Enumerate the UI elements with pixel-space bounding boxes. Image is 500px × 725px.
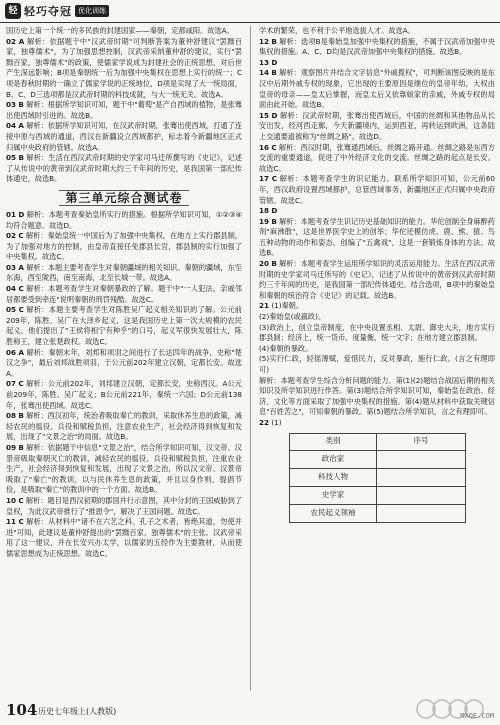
answer-letter: A	[18, 262, 24, 272]
left-answers-part1	[6, 26, 242, 185]
answer-text: 解析：本题主要考查学生对秦朝疆域的相关知识。秦朝的疆域，东至东海，西至陇西，南至南海，北至长城一带。故选A。	[6, 262, 242, 283]
page-header	[0, 0, 500, 22]
header-rule	[0, 22, 500, 23]
question-number: 04	[6, 284, 17, 294]
answer-text: 解析：观察图片并结合文字信息"外戚揽权"，可判断该图反映的是东汉中后期外戚专权的现象，它出现的主要原因是继位的皇帝年幼，大权由皇帝的母亲——皇太后掌握，而皇太后又依靠娘家的亲戚，外戚专权的局面由此开始。故选B。	[259, 68, 495, 110]
answer-letter: D	[271, 57, 278, 67]
table-cell-category: 史学家	[290, 486, 377, 504]
brand-badge-icon: 轻	[5, 3, 21, 19]
answer-letter: B	[18, 100, 24, 110]
answer-letter: B	[271, 216, 277, 226]
question-number: 13	[259, 57, 270, 67]
answer-text: 解析：依据所学知识可知，在汉武帝时期，张骞出使西域，打通了连接中原与西域的通道，西汉在新疆设立西域都护，标志着今新疆地区正式归属中央政府的管辖。故选A。	[6, 121, 242, 152]
question-number: 22	[259, 417, 270, 427]
answer-letter: C	[271, 174, 278, 184]
question-number: 15	[259, 110, 270, 120]
question-number: 01	[6, 209, 17, 219]
question-number: 20	[259, 259, 270, 269]
answer-letter: C	[18, 284, 24, 294]
table-header-number: 序号	[377, 433, 466, 450]
answer-text: 解析：本题考查学生综合分析问题的能力。第(1)(2)题结合战国后期的相关知识及所学知识进行作答。第(3)题结合所学知识可知，秦始皇在政治、经济、文化等方面采取了加强中央集权的措施。第(4)题从材料中获取关键信息"百姓苦之"，可知秦朝的暴政。第(5)题结合所学知识，言之有理即可。	[259, 375, 495, 417]
answer-letter: B	[18, 153, 24, 163]
right-answers	[259, 26, 495, 429]
answer-item	[259, 312, 495, 323]
left-column	[6, 26, 242, 560]
table-cell-number	[377, 468, 466, 486]
answer-text: 解析：从材料中"诸不在六艺之科、孔子之术者，皆绝其道，勿使并进"可知，此建议是董仲舒提出的"罢黜百家，独尊儒术"的主张。汉武帝采用了这一建议，并在长安兴办太学，以儒家的五经作为主要教材，从而使儒家思想成为正统思想。故选C。	[6, 517, 242, 558]
question-number: 05	[6, 153, 17, 163]
answer-item	[259, 206, 495, 217]
answer-letter: A	[18, 36, 25, 46]
question-number: 02	[6, 231, 17, 241]
answer-text: (5)实行仁政，轻徭薄赋，爱惜民力，反对暴政，施行仁政。(言之有理即可)	[259, 354, 495, 374]
table-row	[290, 450, 466, 468]
answer-letter: C	[271, 142, 277, 152]
answer-item	[259, 68, 495, 110]
answer-item	[259, 26, 495, 37]
answer-letter: B	[18, 442, 24, 452]
answer-item	[259, 37, 495, 58]
answer-letter: C	[18, 379, 24, 389]
right-column	[259, 26, 495, 523]
answer-item	[6, 263, 242, 284]
answer-letter: D	[18, 209, 25, 219]
answer-item	[6, 153, 242, 185]
question-number: 16	[259, 142, 270, 152]
answer-item	[259, 301, 495, 312]
left-answers-part2	[6, 210, 242, 560]
answer-text: 解析：本题考查学生对秦朝暴政的了解。题干中"一人犯法，亲戚邻居都要受到牵连"说明秦朝的刑罚残酷。故选C。	[6, 284, 242, 304]
table-cell-number	[377, 450, 466, 468]
answer-item	[6, 348, 242, 380]
page-footer	[0, 697, 500, 725]
answer-text: 解析：本题主要考查学生对陈胜吴广起义相关知识的了解。公元前209年，陈胜、吴广在大泽乡起义，这是我国历史上第一次大规模的农民起义，他们提出了"王侯将相宁有种乎"的口号，起义军很快发展壮大，陈胜称王，建立张楚政权。故选C。	[6, 305, 242, 347]
answer-item	[259, 217, 495, 259]
answer-letter: A	[18, 121, 24, 131]
answer-item	[6, 26, 242, 37]
watermark-text: MXQE.COM	[460, 712, 494, 720]
answer-text: 解析：本题考查学生运用所学知识的灵活运用能力。生活在西汉武帝时期的史学家司马迁所写的《史记》，记述了从传说中的黄帝到汉武帝时期约三千年间的历史，是我国第一部纪传体通史。结合选项，B项中的秦始皇和秦朝的统治符合《史记》的记载。故选B。	[259, 259, 495, 300]
answer-item	[6, 379, 242, 411]
answer-item	[259, 344, 495, 355]
answer-letter: D	[271, 110, 278, 120]
answer-text: 解析：根据所学知识可知，题干中"葡萄"是产自西域的植物，是张骞出使西域时引进的。故选B。	[6, 100, 242, 120]
answer-text: 解析：秦始皇统一中国后为了加强中央集权，在地方上实行郡县制，为了加强对地方的控制，由皇帝直接任免郡县长官，郡县制的实行加强了中央集权。故选C。	[6, 231, 242, 262]
question-number: 04	[6, 121, 17, 131]
answer-item	[6, 231, 242, 263]
answer-text: 学术的繁荣，也不利于公平地选拔人才。故选A。	[259, 26, 415, 35]
answer-text: 解析：依据题干中"汉武帝时期"可判断答案为董仲舒建议"罢黜百家，独尊儒术"，为了加强思想控制，汉武帝采纳董仲舒的建议，实行"罢黜百家，独尊儒术"的政策，使儒家学说成为封建社会的正统思想，对后世产生深远影响；B项是秦朝统一后为加强中央集权在思想上实行的统一；C项是春秋时期的一确立了儒家学说的正统地位，D项是实现了大一统局面，B、C、D三选项都是汉武帝时期的科技成就，与大一统无关。故选A。	[6, 36, 242, 99]
answer-text: 解析：西汉初年，统治者吸取秦亡的教训，采取休养生息的政策，减轻农民的徭役、兵役和赋税负担，注意农业生产，社会经济得到恢复和发展，出现了"文景之治"的局面。故选B。	[6, 411, 242, 442]
question-number: 03	[6, 262, 17, 272]
question-number: 03	[6, 100, 17, 110]
table-cell-category: 政治家	[290, 450, 377, 468]
answer-text: 解析：公元前202年，刘邦建立汉朝，定都长安，史称西汉。A公元前209年，陈胜、吴广起义；B公元前221年，秦统一六国；D公元前138年，张骞出使西域。故选C。	[6, 379, 242, 410]
answer-item	[6, 496, 242, 517]
question-number: 05	[6, 305, 17, 315]
answer-text: 解析：本题考查学生的识记能力。联系所学知识可知，公元前60年，西汉政府设置西域都护，总管西域事务，新疆地区正式归属中央政府管辖。故选C。	[259, 174, 495, 205]
brand-logo	[5, 2, 109, 20]
question-number: 09	[6, 442, 17, 452]
answer-letter: D	[271, 206, 278, 216]
question-number: 10	[6, 495, 17, 505]
brand-subtitle: 优化训练	[75, 5, 109, 17]
answer-item	[259, 58, 495, 69]
answer-item	[259, 376, 495, 418]
answer-item	[6, 517, 242, 559]
answer-text: 解析：生活在西汉武帝时期的史学家司马迁所撰写的《史记》，记述了从传说中的黄帝到汉武帝时期大约三千年间的历史，是我国第一部纪传体通史，故选B。	[6, 153, 242, 184]
table-cell-category: 科技人物	[290, 468, 377, 486]
answer-item	[6, 443, 242, 496]
answer-letter: B	[271, 68, 277, 78]
answer-item	[6, 284, 242, 305]
answer-text: (2)秦始皇(或嬴政)。	[259, 312, 326, 322]
answer-text: (3)政治上，创立皇帝制度，在中央设置丞相、太尉、御史大夫，地方实行郡县制；经济上，统一货币、度量衡，统一文字；在地方建立郡县制。	[259, 322, 495, 343]
question-number: 07	[6, 379, 17, 389]
table-cell-category: 农民起义领袖	[290, 504, 377, 522]
answer-text: 解析：本题考查秦始皇所实行的措施。根据所学知识可知，①②③④均符合题意。故选D。	[6, 209, 242, 230]
answer-text: 解析：本题考查学生识记历史基础知识的能力。华佗创制全身麻醉药剂"麻沸散"，这是世界医学史上的创举；华佗还模仿虎、鹿、熊、猿、鸟五种动物的动作和姿态，创编了"五禽戏"，这是一套锻炼身体的方法。故选B。	[259, 216, 495, 258]
answer-letter: C	[18, 305, 24, 315]
brand-name: 轻巧夺冠	[24, 5, 72, 18]
answer-item	[6, 121, 242, 153]
question-number: 19	[259, 216, 270, 226]
question-number: 21	[259, 301, 270, 311]
question-number: 18	[259, 206, 270, 216]
answer-letter: C	[18, 517, 24, 527]
answer-text: 解析：西汉时期，张骞通西域后，丝绸之路开通。丝绸之路是东西方交流的重要通道，促进了中外经济文化的交流。丝绸之路的起点是长安。故选C。	[259, 142, 495, 173]
question-number: 11	[6, 517, 17, 527]
column-divider	[250, 26, 251, 691]
answer-item	[259, 354, 495, 375]
table-cell-number	[377, 504, 466, 522]
question-number: 12	[259, 36, 270, 46]
answer-text: 解析：汉武帝时期，张骞出使西域后，中国的丝绸和其他物品从长安出发，经河西走廊，今天新疆境内，运到西亚，再转运到欧洲，这条陆上交通要道被称为"丝绸之路"。故选D。	[259, 110, 495, 141]
answer-item	[259, 143, 495, 175]
page-number: 104	[6, 701, 38, 719]
answer-text: 解析：题目是西汉初期的郡国并行示意图，其中分封的王国威胁到了皇权，为此汉武帝推行了"推恩令"，解决了王国问题。故选C。	[6, 495, 242, 516]
answer-text: (4)秦朝的暴政。	[259, 343, 313, 353]
section-title: 第三单元综合测试卷	[6, 189, 242, 207]
category-table	[289, 433, 466, 523]
question-number: 14	[259, 68, 270, 78]
answer-text: 解析：选项B是秦始皇加强中央集权的措施，不属于汉武帝加强中央集权的措施。A、C、D均是汉武帝加强中央集权的措施。故选B。	[259, 36, 495, 57]
answer-item	[259, 111, 495, 143]
question-number: 08	[6, 411, 17, 421]
question-number: 17	[259, 174, 270, 184]
answer-letter: B	[271, 36, 277, 46]
answer-text: (1)秦朝。	[271, 301, 304, 311]
table-row	[290, 504, 466, 522]
answer-item	[259, 323, 495, 344]
answer-text: (1)	[271, 417, 282, 427]
page-label: 历史七年级上(人教版)	[38, 707, 117, 716]
question-number: 02	[6, 36, 17, 46]
table-row	[290, 468, 466, 486]
answer-letter: B	[18, 411, 24, 421]
answer-letter: B	[271, 259, 277, 269]
table-header-category: 类别	[290, 433, 377, 450]
table-cell-number	[377, 486, 466, 504]
answer-item	[6, 210, 242, 231]
table-header-row	[290, 433, 466, 450]
answer-letter: C	[18, 231, 24, 241]
question-number: 06	[6, 347, 17, 357]
answer-item	[6, 411, 242, 443]
answer-text: 国历史上第一个统一的多民族的封建国家——秦朝，定都咸阳。故选A。	[6, 26, 234, 35]
answer-item	[259, 418, 495, 429]
answer-text: 解析：依据题干中信息"文景之治"，结合所学知识可知，汉文帝、汉景帝吸取秦朝灭亡的教训，减轻农民的徭役、兵役和赋税负担，注重农业生产，社会经济得到恢复和发展，出现了文景之治，所以汉文帝、汉景帝吸取了"秦亡"的教训，以与民休养生息的政策，并且以身作则，提倡节俭，是吸取"秦亡"的教训中的一个方面。故选B。	[6, 442, 242, 495]
answer-item	[259, 259, 495, 301]
table-row	[290, 486, 466, 504]
answer-letter: C	[18, 495, 24, 505]
answer-item	[6, 37, 242, 101]
answer-item	[6, 100, 242, 121]
answer-item	[6, 305, 242, 347]
answer-text: 解析：秦朝末年，刘邦和项羽之间进行了长达四年的战争，史称"楚汉之争"，最后刘邦战胜项羽，于公元前202年建立汉朝，定都长安。故选A。	[6, 347, 242, 378]
answer-item	[259, 174, 495, 206]
answer-letter: A	[18, 347, 25, 357]
